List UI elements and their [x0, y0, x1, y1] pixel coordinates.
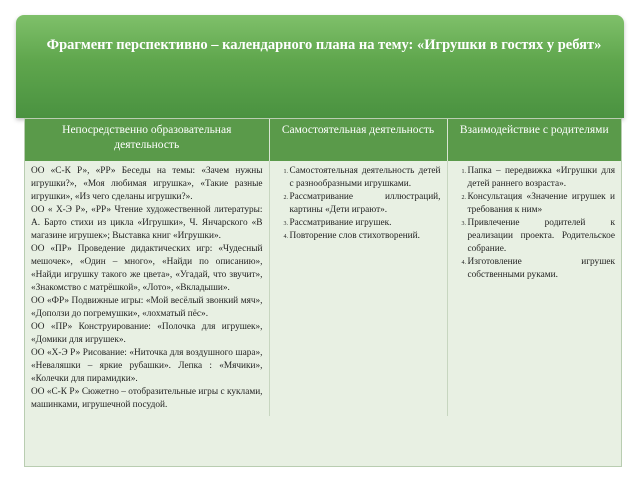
cell-parent-interaction	[447, 161, 621, 416]
activity-paragraph: ОО « Х-Э Р», «РР» Чтение художественной литературы: А. Барто стихи из цикла «Игрушки», Ч. Янчарского «В магазине игрушек»; Выставка книг «Игрушки».	[31, 205, 263, 241]
activity-paragraph: ОО «С-К Р», «РР» Беседы на темы: «Зачем нужны игрушки?», «Моя любимая игрушка», «Такие разные игрушки», «Из чего сделаны игрушки?».	[31, 166, 263, 202]
list-item: 3. Рассматривание игрушек.	[290, 217, 441, 230]
cell-independent-activity	[269, 161, 447, 416]
slide-title: Фрагмент перспективно – календарного плана на тему: «Игрушки в гостях у ребят»	[46, 37, 602, 53]
table-row	[25, 161, 621, 416]
activity-paragraph: ОО «ПР» Конструирование: «Полочка для игрушек», «Домики для игрушек».	[31, 322, 263, 345]
header-parent-interaction: Взаимодействие с родителями	[447, 119, 621, 161]
activity-paragraph: ОО «Х-Э Р» Рисование: «Ниточка для воздушного шара», «Неваляшки – яркие рубашки». Лепка : «Мячики», «Колечки для пирамидки».	[31, 348, 263, 384]
list-item: 2. Рассматривание иллюстраций, картины «Дети играют».	[290, 191, 441, 217]
plan-table-container	[24, 118, 622, 467]
list-item: 3. Привлечение родителей к реализации проекта. Родительское собрание.	[468, 217, 616, 256]
list-item: 1. Папка – передвижка «Игрушки для детей раннего возраста».	[468, 165, 616, 191]
activity-paragraph: ОО «ПР» Проведение дидактических игр: «Чудесный мешочек», «Один – много», «Найди по описанию», «Найди игрушку такого же цвета», «Угадай, что звучит», «Знакомство с матрёшкой», «Лото», «Вкладыши».	[31, 244, 263, 293]
list-item: 4. Изготовление игрушек собственными руками.	[468, 256, 616, 282]
list-item: 2. Консультация «Значение игрушек и требования к ним»	[468, 191, 616, 217]
independent-activity-list	[276, 165, 441, 243]
cell-direct-education	[25, 161, 269, 416]
title-banner	[16, 15, 624, 118]
activity-paragraph: ОО «ФР» Подвижные игры: «Мой весёлый звонкий мяч», «Доползи до погремушки», «лохматый пёс».	[31, 296, 263, 319]
activity-paragraph: ОО «С-К Р» Сюжетно – отобразительные игры с куклами, машинками, игрушечной посудой.	[31, 387, 263, 410]
list-item: 1. Самостоятельная деятельность детей с разнообразными игрушками.	[290, 165, 441, 191]
header-direct-education: Непосредственно образовательная деятельность	[25, 119, 269, 161]
plan-table	[25, 119, 621, 416]
parent-interaction-list	[454, 165, 616, 282]
table-header-row	[25, 119, 621, 161]
header-independent-activity: Самостоятельная деятельность	[269, 119, 447, 161]
list-item: 4. Повторение слов стихотворений.	[290, 230, 441, 243]
